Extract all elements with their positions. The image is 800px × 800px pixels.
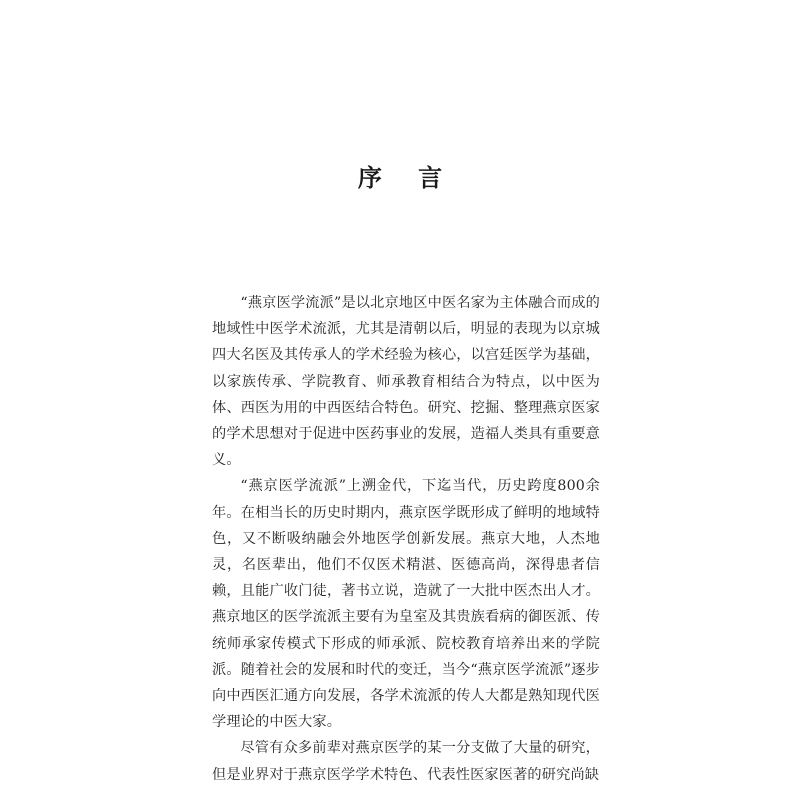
paragraph-2: “燕京医学流派”上溯金代，下迄当代，历史跨度800余年。在相当长的历史时期内，燕京医学既形成了鲜明的地域特色，又不断吸纳融会外地医学创新发展。燕京大地，人杰地灵，名医辈出，他们不仅医术精湛、医德高尚，深得患者信赖，且能广收门徒，著书立说，造就了一大批中医杰出人才。燕京地区的医学流派主要有为皇室及其贵族看病的御医派、传统师承家传模式下形成的师承派、院校教育培养出来的学院派。随着社会的发展和时代的变迁，当今“燕京医学流派”逐步向中西医汇通方向发展，各学术流派的传人大都是熟知现代医学理论的中医大家。 xyxy=(212,478,600,731)
paragraph-1: “燕京医学流派”是以北京地区中医名家为主体融合而成的地域性中医学术流派，尤其是清朝以后，明显的表现为以京城四大名医及其传承人的学术经验为核心，以宫廷医学为基础，以家族传承、学院教育、师承教育相结合为特点，以中医为体、西医为用的中西医结合特色。研究、挖掘、整理燕京医家的学术思想对于促进中医药事业的发展，造福人类具有重要意义。 xyxy=(212,295,600,469)
paragraph-3: 尽管有众多前辈对燕京医学的某一分支做了大量的研究，但是业界对于燕京医学学术特色、代表性医家医著的研究尚缺 xyxy=(212,740,600,783)
preface-body xyxy=(212,290,600,788)
page-title: 序 言 xyxy=(357,163,457,193)
